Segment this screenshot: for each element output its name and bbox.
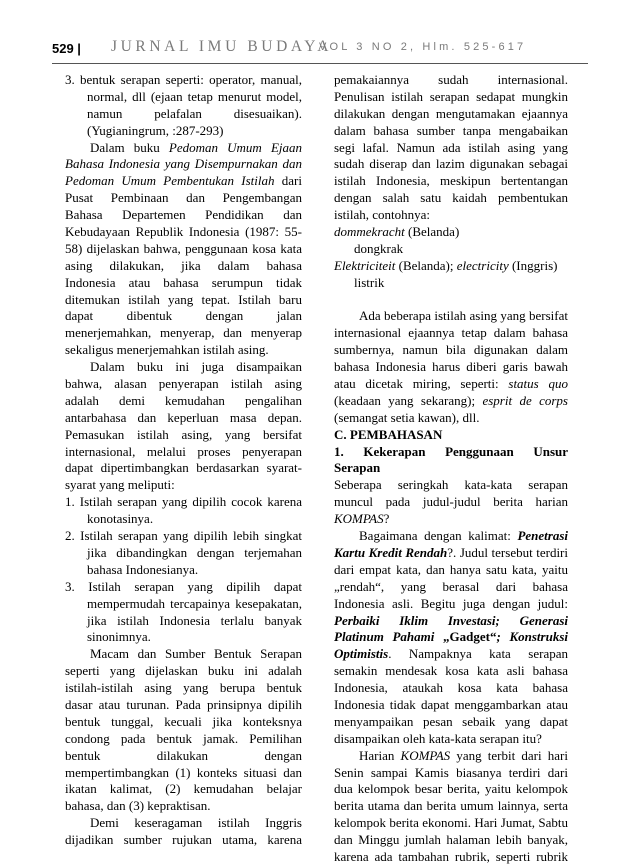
blank-line (334, 292, 568, 309)
text-line: Bahasa Indonesia yang Disempurnakan dan (65, 156, 302, 172)
text-line: segi lafal. Namun ada istilah asing yang (334, 139, 568, 155)
text-line (334, 528, 568, 545)
text-line: internasional ejaannya tetap dalam bahasa (334, 325, 568, 341)
text-line (334, 629, 568, 646)
text-line: „rendah“, yang berasal dari bahasa (334, 578, 568, 594)
text-line (334, 646, 568, 663)
text-line: normal, dll (ejaan tetap menurut model, (87, 88, 302, 104)
subsection-heading: 1. Kekerapan Penggunaan Unsur (334, 443, 568, 459)
text-span: (keadaan yang sekarang); (334, 392, 483, 408)
text-span: esprit de corps (482, 392, 568, 408)
text-line: bahasa Indonesia harus diberi garis bawah (334, 359, 568, 375)
text-line: dapat dibentuk dengan jalan (65, 308, 302, 324)
text-span: KOMPAS (334, 511, 384, 527)
text-line: istilah Indonesia, meskipun bertentangan (334, 173, 568, 189)
page-number: 529 | (52, 41, 81, 56)
text-span: ? (383, 511, 390, 527)
text-span: Kartu Kredit Rendah (334, 544, 448, 560)
text-span: (Belanda); (395, 257, 457, 273)
text-span: electricity (456, 257, 509, 273)
text-line: istilah-istilah asing yang berupa bentuk (65, 680, 302, 696)
text-line: 2. Istilah serapan yang dipilih lebih singkat (65, 528, 302, 544)
text-line: 3. Istilah serapan yang dipilih dapat (65, 578, 302, 594)
text-span: Penetrasi (517, 528, 568, 544)
text-line: konotasinya. (87, 511, 154, 527)
text-line: berita utama dan berita umum lainnya, serta (334, 798, 568, 814)
text-span: Optimistis (334, 646, 389, 662)
text-line: mempertimbangkan (1) konteks situasi dan (65, 764, 302, 780)
text-line: Senin sampai Kamis biasanya terdiri dari (334, 764, 568, 780)
text-line: dengan salah satu kaidah pembentukan (334, 190, 568, 206)
text-span: Platinum Pahami (334, 629, 444, 645)
text-line: istilah, contohnya: (334, 207, 431, 223)
text-line: Indonesia atau bahasa serumpun tidak (65, 274, 302, 290)
text-span: atau dicetak miring, seperti: (334, 376, 509, 392)
text-line: namun pelafalan disesuaikan). (87, 105, 302, 121)
text-line: (semangat setia kawan), dll. (334, 409, 480, 425)
text-line: 1. Istilah serapan yang dipilih cocok karena (65, 494, 302, 510)
text-line: 58) dijelaskan bahwa, penggunaan kosa kata (65, 240, 302, 256)
text-line: internasional, melalui proses penyerapan (65, 443, 302, 459)
text-span: Bagaimana dengan kalimat: (359, 528, 518, 544)
text-span: Pedoman Umum Pembentukan Istilah (65, 173, 275, 189)
text-line: bentuk tunggal, kecuali jika konteksnya (65, 713, 302, 729)
text-line: Ada beberapa istilah asing yang bersifat (359, 308, 568, 324)
text-span: „Gadget“ (443, 629, 497, 645)
journal-volume: VOL 3 NO 2, Hlm. 525-617 (319, 41, 527, 53)
text-line: condong pada bentuk jamak. Pemilihan (65, 730, 302, 746)
text-line: dua kelompok besar berita, yaitu kelompok (334, 781, 568, 797)
text-line: Indonesia asli. Begitu juga dengan judul: (334, 595, 568, 611)
text-span: KOMPAS (400, 747, 451, 763)
text-line (334, 258, 568, 275)
text-line: Seberapa seringkah kata-kata serapan (334, 477, 568, 493)
text-line: dalam bahasa sumber tanpa mengabaikan (334, 122, 568, 138)
text-line: Indonesia, ataukah kosa kata bahasa (334, 680, 568, 696)
text-line: sinonimnya. (87, 629, 151, 645)
text-line: jika istilah Indonesia terlalu banyak (87, 612, 302, 628)
text-line: Pusat Pembinaan dan Pengembangan (65, 190, 302, 206)
text-span: Elektriciteit (334, 257, 396, 273)
text-span: Dalam buku (90, 139, 169, 155)
text-line: adalah demi kemudahan pengalihan (65, 392, 302, 408)
text-span: ?. Judul tersebut terdiri (447, 544, 569, 560)
text-line: Macam dan Sumber Bentuk Serapan (90, 646, 302, 662)
text-span: Pedoman Umum Ejaan (168, 139, 302, 155)
text-line: semakin mendesak kosa kata asli bahasa (334, 663, 568, 679)
text-span: Harian (359, 747, 401, 763)
text-line: Demi keseragaman istilah Inggris (90, 815, 302, 831)
text-line (334, 393, 568, 410)
text-line: menerjemahkan, menyerap, dan menyerap (65, 325, 302, 341)
text-line: sumbernya, namun bila digunakan dalam (334, 342, 568, 358)
text-line: sudah diserap dan lazim digunakan sebagai (334, 156, 568, 172)
header-rule (52, 63, 588, 64)
text-line (334, 511, 568, 528)
text-line: Kebudayaan Republik Indonesia (1987: 55- (65, 224, 302, 240)
text-line: dilakukan dengan mengutamakan ejaannya (334, 105, 568, 121)
text-line: (Yugianingrum, :287-293) (87, 122, 224, 138)
text-line: dasar atau turunan. Pada prinsipnya dipilih (65, 696, 302, 712)
text-line: antarbahasa dan keperluan masa depan. (65, 409, 302, 425)
text-span: (Inggris) (508, 257, 558, 273)
text-span: status quo (508, 376, 568, 392)
right-column (334, 72, 568, 866)
text-line: dan Minggu jumlah halaman lebih banyak, (334, 832, 568, 848)
text-span: dari (274, 173, 302, 189)
text-span: yang terbit dari hari (450, 747, 568, 763)
text-line: dijadikan sumber rujukan utama, karena (65, 832, 302, 848)
text-span: dommekracht (334, 224, 405, 240)
text-span: . Nampaknya kata serapan (388, 646, 568, 662)
text-line (65, 140, 302, 157)
text-line: bahasa, dan (3) kepraktisan. (65, 798, 211, 814)
text-line: dapat dipertimbangkan berdasarkan syarat- (65, 460, 302, 476)
text-line (334, 224, 568, 241)
text-line: asing dilakukan, jika dalam bahasa (65, 257, 302, 273)
subsection-heading: Serapan (334, 460, 381, 476)
text-line: seperti yang dijelaskan buku ini adalah (65, 663, 302, 679)
text-line: listrik (354, 274, 385, 290)
text-line (334, 748, 568, 765)
text-line (65, 173, 302, 190)
text-line: sekaligus menerjemahkan istilah asing. (65, 342, 269, 358)
text-line: disampaikan oleh kata-kata serapan itu? (334, 730, 542, 746)
text-line: Pemasukan istilah asing, yang bersifat (65, 426, 302, 442)
text-line: bentuk dilakukan dengan (65, 747, 302, 763)
text-line: menyampaikan pesan sebaik yang dapat (334, 713, 568, 729)
text-span: (Belanda) (404, 224, 460, 240)
text-line: mempermudah tercapainya kesepakatan, (87, 595, 302, 611)
text-line: syarat yang meliputi: (65, 477, 175, 493)
text-line: Bahasa Departemen Pendidikan dan (65, 207, 302, 223)
section-heading: C. PEMBAHASAN (334, 426, 443, 442)
text-span: ; Konstruksi (496, 629, 568, 645)
text-line: muncul pada judul-judul berita harian (334, 494, 568, 510)
text-line: karena ada tambahan rubrik, seperti rubrik (334, 848, 568, 864)
text-line: dongkrak (354, 240, 404, 256)
text-line: Indonesia tidak dapat menggambarkan atau (334, 696, 568, 712)
text-line: ditemukan istilah yang tepat. Istilah baru (65, 291, 302, 307)
text-line: 3. bentuk serapan seperti: operator, manual, (65, 72, 302, 87)
text-line (334, 545, 568, 562)
text-line: dari empat kata, dan hanya satu kata, yaitu (334, 561, 568, 577)
text-line: bahwa, alasan penyerapan istilah asing (65, 376, 302, 392)
text-line: bahasa Indonesianya. (87, 561, 199, 577)
journal-title: JURNAL IMU BUDAYA (111, 38, 333, 55)
text-line: Dalam buku ini juga disampaikan (90, 359, 302, 375)
text-line: Penulisan istilah serapan sedapat mungkin (334, 88, 568, 104)
text-line: ikatan kalimat, (2) kemudahan belajar (65, 781, 302, 797)
page-header (52, 38, 588, 60)
text-line: kelompok berita ekonomi. Hari Jumat, Sabtu (334, 815, 568, 831)
text-line: pemakaiannya sudah internasional. (334, 72, 568, 87)
text-line: Perbaiki Iklim Investasi; Generasi (334, 612, 568, 628)
left-column (65, 72, 302, 849)
text-line: jika dibandingkan dengan terjemahan (87, 544, 302, 560)
text-line (334, 376, 568, 393)
